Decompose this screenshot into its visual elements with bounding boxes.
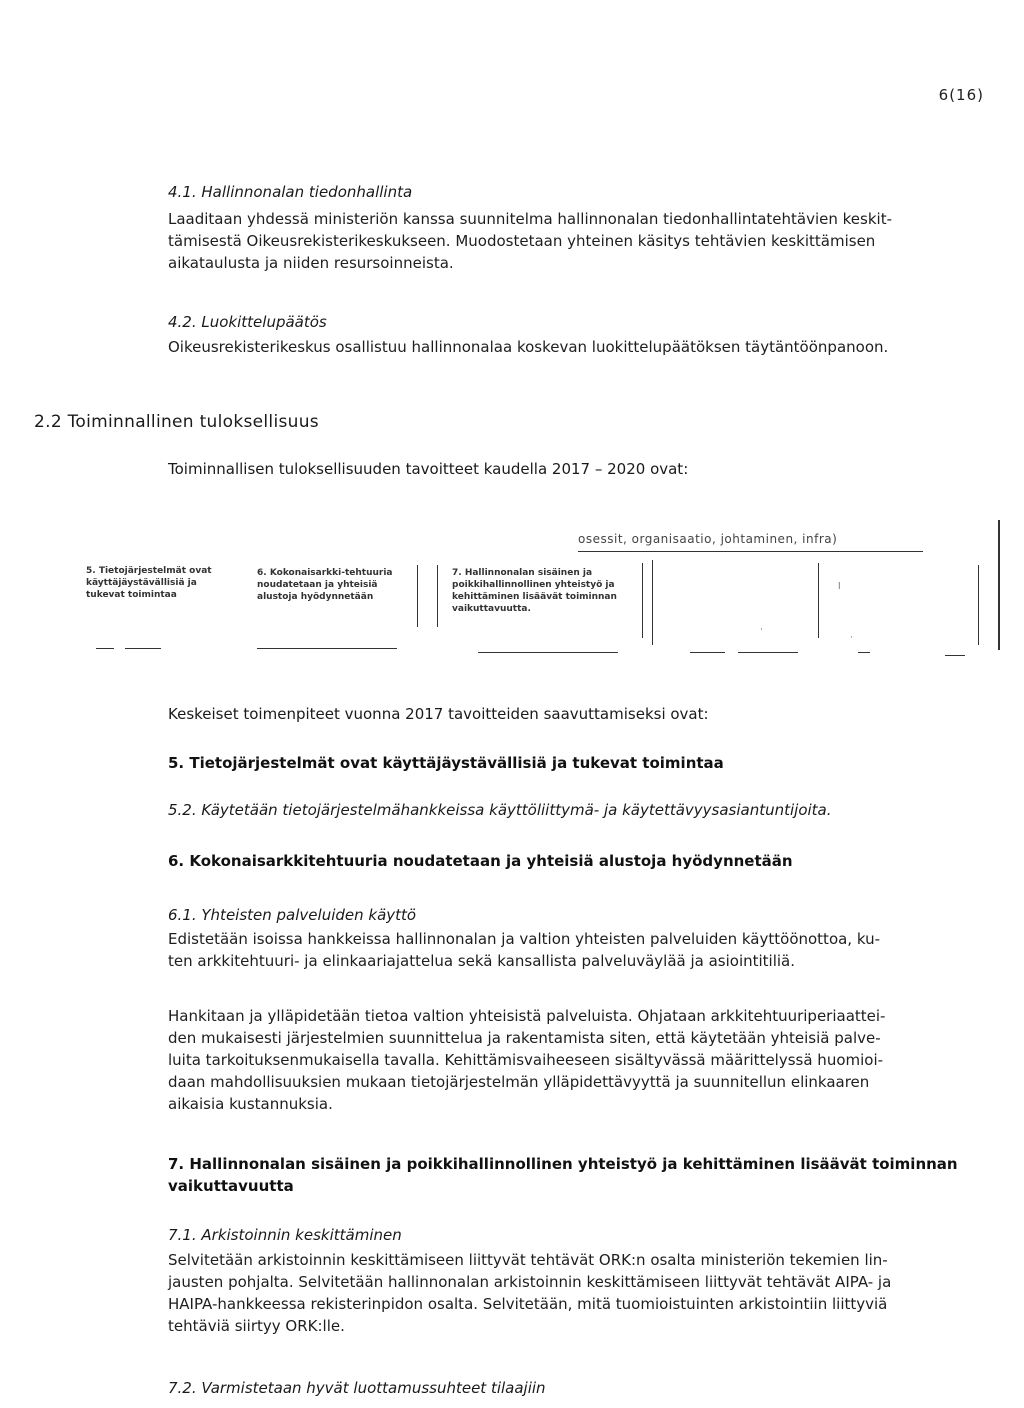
goal-7-heading: 7. Hallinnonalan sisäinen ja poikkihallinnollinen yhteistyö ja kehittäminen lisäävät toiminnan vaikuttavuutta [168, 1155, 958, 1195]
goal-5-2-text: 5.2. Käytetään tietojärjestelmähankkeissa käyttöliittymä- ja käytettävyysasiantuntijoita. [168, 801, 832, 819]
goal-5-heading: 5. Tietojärjestelmät ovat käyttäjäystävällisiä ja tukevat toimintaa [168, 754, 724, 772]
section-4-2-text: Oikeusrekisterikeskus osallistuu hallinnonalaa koskevan luokittelupäätöksen täytäntöönpanoon. [168, 338, 889, 356]
diagram-box-7: 7. Hallinnonalan sisäinen ja poikkihallinnollinen yhteistyö ja kehittäminen lisäävät toiminnan vaikuttavuutta. [452, 568, 617, 614]
section-4-1-text: Laaditaan yhdessä ministeriön kanssa suunnitelma hallinnonalan tiedonhallintatehtävien keskit- tämisestä Oikeusrekisterikeskukseen. Muodostetaan yhteinen käsitys tehtävien keskittämisen aikataulusta ja niiden resursoinneista. [168, 210, 892, 272]
goal-6-1-paragraph-1: Edistetään isoissa hankkeissa hallinnonalan ja valtion yhteisten palveluiden käyttöönottoa, ku- ten arkkitehtuuri- ja elinkaariajattelua sekä kansallista palveluväylää ja asiointitiliä. [168, 930, 880, 970]
section-4-2-heading: 4.2. Luokittelupäätös [168, 313, 327, 331]
diagram-box-6: 6. Kokonaisarkki-tehtuuria noudatetaan ja yhteisiä alustoja hyödynnetään [257, 568, 393, 602]
section-2-2-heading: 2.2 Toiminnallinen tuloksellisuus [34, 412, 319, 432]
goal-7-1-heading: 7.1. Arkistoinnin keskittäminen [168, 1226, 402, 1244]
measures-intro: Keskeiset toimenpiteet vuonna 2017 tavoitteiden saavuttamiseksi ovat: [168, 705, 709, 723]
goal-6-heading: 6. Kokonaisarkkitehtuuria noudatetaan ja yhteisiä alustoja hyödynnetään [168, 852, 793, 870]
diagram-top-label: osessit, organisaatio, johtaminen, infra) [578, 532, 838, 546]
goals-diagram: osessit, organisaatio, johtaminen, infra) 5. Tietojärjestelmät ovat käyttäjäystävällisiä ja tukevat toimintaa 6. Kokonaisarkki-tehtuuria noudatetaan ja yhteisiä alustoja hyödynnetään 7. Hallinnonalan sisäinen ja poikkihallinnollinen yhteistyö ja kehittäminen lisäävät toiminnan vaikuttavuutta. l · · [0, 505, 1024, 695]
goal-7-1-paragraph: Selvitetään arkistoinnin keskittämiseen liittyvät tehtävät ORK:n osalta ministeriön tekemien lin- jausten pohjalta. Selvitetään hallinnonalan arkistoinnin keskittämiseen liittyvät tehtävät AIPA- ja HAIPA-hankkeessa rekisterinpidon osalta. Selvitetään, mitä tuomioistuinten arkistointiin liittyviä tehtäviä siirtyy ORK:lle. [168, 1251, 892, 1335]
goals-intro: Toiminnallisen tuloksellisuuden tavoitteet kaudella 2017 – 2020 ovat: [168, 460, 689, 478]
goal-7-2-heading: 7.2. Varmistetaan hyvät luottamussuhteet tilaajiin [168, 1379, 546, 1397]
page-number: 6(16) [938, 86, 984, 104]
goal-6-1-heading: 6.1. Yhteisten palveluiden käyttö [168, 906, 417, 924]
goal-6-1-paragraph-2: Hankitaan ja ylläpidetään tietoa valtion yhteisistä palveluista. Ohjataan arkkitehtuuriperiaattei- den mukaisesti järjestelmien suunnittelua ja rakentamista siten, että käytetään yhteisiä palve- luita tarkoituksenmukaisella tavalla. Kehittämisvaiheeseen sisältyvässä määrittelyssä huomioi- daan mahdollisuuksien mukaan tietojärjestelmän ylläpidettävyyttä ja suunnitellun elinkaaren aikaisia kustannuksia. [168, 1007, 886, 1113]
section-4-1-heading: 4.1. Hallinnonalan tiedonhallinta [168, 183, 413, 201]
diagram-box-5: 5. Tietojärjestelmät ovat käyttäjäystävällisiä ja tukevat toimintaa [86, 566, 212, 600]
